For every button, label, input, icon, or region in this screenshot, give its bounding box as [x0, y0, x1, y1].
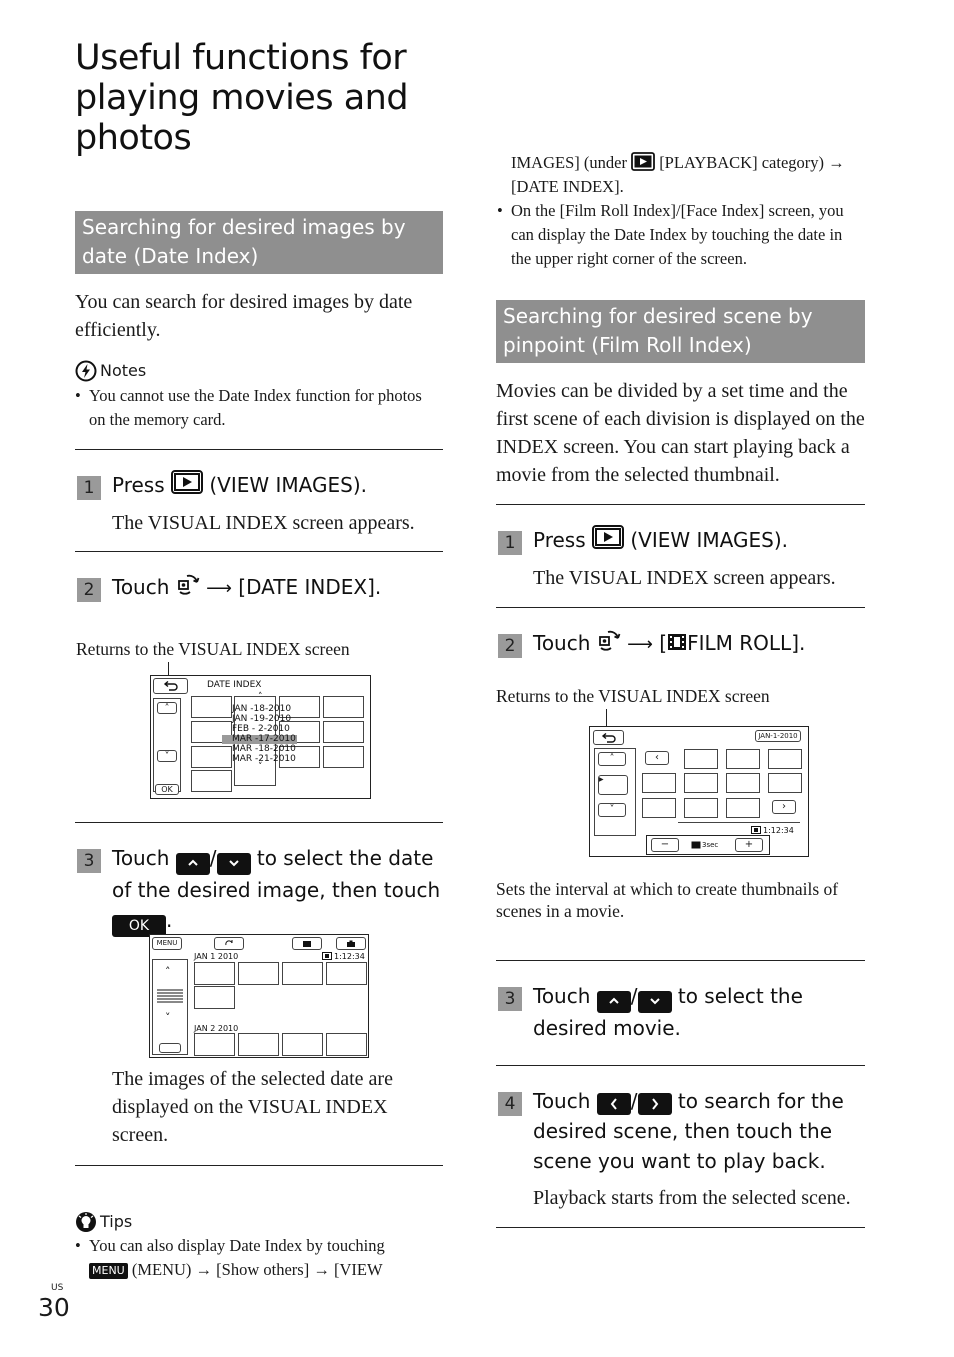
- thumbnail-cell[interactable]: [238, 962, 279, 985]
- return-button[interactable]: [153, 678, 188, 694]
- next-scene-button[interactable]: ›: [772, 800, 796, 814]
- date-index-title: DATE INDEX: [207, 680, 262, 690]
- thumbnail-cell[interactable]: [191, 770, 232, 792]
- step2-end: FILM ROLL].: [687, 631, 806, 655]
- interval-plus-button[interactable]: +: [735, 838, 763, 852]
- step-number: 2: [77, 578, 101, 602]
- scene-thumbnail[interactable]: [726, 773, 760, 793]
- arrow-icon: ⟶: [206, 578, 232, 599]
- scroll-down-icon[interactable]: ˅: [165, 1011, 171, 1024]
- view-images-icon[interactable]: [171, 470, 203, 494]
- tips-label: Tips: [100, 1212, 133, 1231]
- tip-cont-post: [PLAYBACK] category) → [DATE INDEX].: [511, 153, 845, 196]
- thumbnail-cell[interactable]: [326, 1033, 367, 1056]
- step-number: 1: [498, 531, 522, 555]
- up-button-icon[interactable]: [176, 853, 210, 875]
- film-icon: [302, 940, 312, 948]
- callout-leader: [168, 662, 169, 676]
- scene-thumbnail[interactable]: [726, 749, 760, 769]
- ok-button-icon[interactable]: OK: [112, 915, 166, 937]
- down-button-icon[interactable]: [217, 853, 251, 875]
- thumbnail-cell[interactable]: [282, 1033, 323, 1056]
- tip-bullet: •: [497, 201, 503, 220]
- tip-1-pre: You can also display Date Index by touching: [89, 1236, 385, 1255]
- scroll-up-icon[interactable]: ˄: [165, 965, 171, 978]
- step3-post: to select the date of the desired image, then touch: [112, 846, 441, 902]
- rule: [75, 822, 443, 823]
- thumbnail-cell[interactable]: [191, 746, 232, 768]
- camera-icon: [346, 940, 356, 948]
- return-icon: [601, 733, 617, 743]
- step2-instruction: [112, 572, 442, 604]
- return-icon: [163, 681, 179, 691]
- thumbnail-cell[interactable]: [323, 746, 364, 768]
- switch-icon-button[interactable]: [214, 937, 244, 950]
- tip-2: On the [Film Roll Index]/[Face Index] screen, you can display the Date Index by touching the date in the upper right corner of the screen.: [511, 201, 844, 268]
- step3-slash: /: [630, 984, 638, 1008]
- scene-thumbnail[interactable]: [768, 773, 802, 793]
- step2-instruction: [533, 628, 863, 660]
- down-button-icon[interactable]: [638, 991, 672, 1013]
- tips-lightbulb-icon: [75, 1211, 97, 1233]
- date-index-screen: [150, 675, 371, 799]
- movie-thumbnail-selected[interactable]: ▶: [598, 775, 628, 795]
- notes-header: [75, 359, 375, 383]
- film-icon: [691, 841, 701, 849]
- step-number: 3: [498, 987, 522, 1011]
- tip-1: [89, 1234, 434, 1282]
- playback-category-icon: [631, 152, 655, 171]
- tips-header: [75, 1210, 375, 1234]
- visual-index-screen: [149, 934, 369, 1058]
- step2-pre: Touch: [112, 575, 170, 599]
- return-button[interactable]: [593, 730, 624, 745]
- step1-post: (VIEW IMAGES).: [209, 473, 367, 497]
- rule: [75, 1165, 443, 1166]
- step-number: 3: [77, 849, 101, 873]
- group-date-1: JAN 1 2010: [194, 952, 239, 961]
- film-roll-icon[interactable]: [667, 632, 687, 652]
- scene-thumbnail[interactable]: [726, 798, 760, 818]
- callout-interval: Sets the interval at which to create thumbnails of scenes in a movie.: [496, 879, 839, 921]
- film-icon: [751, 826, 761, 834]
- film-roll-intro: Movies can be divided by a set time and the first scene of each division is displayed on the INDEX screen. You can start playing back a movie from the selected thumbnail.: [496, 380, 865, 486]
- scene-thumbnail[interactable]: [684, 773, 718, 793]
- scene-thumbnail[interactable]: [684, 798, 718, 818]
- section-heading-date-index: Searching for desired images by date (Date Index): [75, 211, 443, 274]
- page-number: 30: [38, 1293, 70, 1322]
- thumbnail-cell[interactable]: [326, 962, 367, 985]
- step1-post: (VIEW IMAGES).: [630, 528, 788, 552]
- arrow-icon: ⟶: [627, 634, 653, 655]
- callout-return: Returns to the VISUAL INDEX screen: [76, 639, 350, 659]
- date-index-intro: You can search for desired images by date efficiently.: [75, 291, 413, 341]
- step4-slash: /: [630, 1089, 638, 1113]
- thumbnail-cell[interactable]: [238, 1033, 279, 1056]
- rule: [75, 551, 443, 552]
- date-item-selected[interactable]: MAR -17-2010: [232, 734, 296, 744]
- scene-thumbnail[interactable]: [768, 749, 802, 769]
- step3-slash: /: [209, 846, 217, 870]
- step2-post: [DATE INDEX].: [238, 575, 382, 599]
- view-images-icon[interactable]: [592, 525, 624, 549]
- step-number: 4: [498, 1092, 522, 1116]
- date-item[interactable]: MAR -21-2010: [232, 754, 296, 764]
- movie-button[interactable]: [292, 937, 322, 950]
- step-number: 2: [498, 634, 522, 658]
- playback-button[interactable]: [159, 1043, 181, 1053]
- film-roll-screen: [589, 726, 809, 857]
- thumbnail-cell[interactable]: [194, 962, 235, 985]
- step3-result: The images of the selected date are displayed on the VISUAL INDEX screen.: [112, 1068, 393, 1146]
- divider: [678, 822, 800, 823]
- date-item[interactable]: JAN -18-2010: [232, 704, 292, 714]
- tip-1-post: (MENU) → [Show others] → [VIEW: [131, 1260, 383, 1279]
- rule: [496, 960, 865, 961]
- thumbnail-cell[interactable]: [191, 696, 232, 718]
- timecode: 1:12:34: [763, 826, 794, 835]
- thumbnail-cell[interactable]: [323, 696, 364, 718]
- previous-button-icon[interactable]: [597, 1093, 631, 1115]
- photo-button[interactable]: [336, 937, 366, 950]
- tip-cont-pre: IMAGES] (under: [511, 153, 627, 172]
- switch-image-type-icon[interactable]: [597, 628, 621, 652]
- scene-thumbnail[interactable]: [642, 773, 676, 793]
- step1-result: The VISUAL INDEX screen appears.: [533, 567, 836, 589]
- rule: [496, 504, 865, 505]
- region-label: US: [51, 1283, 64, 1293]
- thumbnail-cell[interactable]: [282, 962, 323, 985]
- ok-button[interactable]: OK: [155, 784, 179, 795]
- step3-pre: Touch: [112, 846, 170, 870]
- switch-image-type-icon[interactable]: [176, 572, 200, 596]
- rule: [75, 449, 443, 450]
- section-heading-film-roll: Searching for desired scene by pinpoint (Film Roll Index): [496, 300, 865, 363]
- step4-post: to search for the desired scene, then touch the scene you want to play back.: [533, 1089, 844, 1173]
- step4-instruction: [533, 1086, 853, 1176]
- scroll-up-button[interactable]: ˄: [598, 752, 626, 766]
- step4-pre: Touch: [533, 1089, 591, 1113]
- date-button[interactable]: JAN-1-2010: [755, 730, 801, 742]
- scroll-bar-icon[interactable]: [157, 989, 183, 1003]
- scene-thumbnail[interactable]: [684, 749, 718, 769]
- date-list-up-icon: ˄: [258, 692, 263, 702]
- step3-post: to select the desired movie.: [533, 984, 803, 1040]
- interval-minus-button[interactable]: −: [651, 838, 679, 852]
- scene-thumbnail[interactable]: [642, 798, 676, 818]
- step3-instruction: [533, 981, 843, 1043]
- rule: [496, 1227, 865, 1228]
- step3-instruction: [112, 843, 447, 937]
- thumbnail-cell[interactable]: [194, 1033, 235, 1056]
- menu-badge[interactable]: MENU: [89, 1263, 128, 1279]
- scroll-up-button[interactable]: ˄: [157, 702, 177, 714]
- date-item[interactable]: JAN -19-2010: [232, 714, 292, 724]
- step-number: 1: [77, 476, 101, 500]
- note-bullet: •: [75, 386, 81, 405]
- date-item[interactable]: FEB - 2-2010: [232, 724, 290, 734]
- rule: [496, 1065, 865, 1066]
- step3-end: .: [166, 908, 173, 932]
- notes-label: Notes: [100, 361, 147, 380]
- up-button-icon[interactable]: [597, 991, 631, 1013]
- date-item[interactable]: MAR -18-2010: [232, 744, 296, 754]
- tip-bullet: •: [75, 1236, 81, 1255]
- step1-pre: Press: [112, 473, 165, 497]
- thumbnail-cell[interactable]: [323, 721, 364, 743]
- step1-instruction: [533, 525, 863, 555]
- timecode: 1:12:34: [334, 952, 365, 961]
- note-1: You cannot use the Date Index function for photos on the memory card.: [89, 386, 422, 429]
- scroll-down-button[interactable]: ˅: [598, 803, 626, 817]
- step2-post: [: [659, 631, 668, 655]
- thumbnail-cell[interactable]: [194, 986, 235, 1009]
- tip-continued: [511, 151, 871, 199]
- rule: [496, 607, 865, 608]
- group-date-2: JAN 2 2010: [194, 1024, 239, 1033]
- menu-button[interactable]: MENU: [152, 937, 182, 950]
- next-button-icon[interactable]: [638, 1093, 672, 1115]
- previous-scene-button[interactable]: ‹: [645, 751, 669, 765]
- scroll-down-button[interactable]: ˅: [157, 750, 177, 762]
- switch-image-type-icon: [224, 939, 234, 949]
- step1-result: The VISUAL INDEX screen appears.: [112, 512, 415, 534]
- callout-return: Returns to the VISUAL INDEX screen: [496, 686, 770, 706]
- step2-pre: Touch: [533, 631, 591, 655]
- step3-pre: Touch: [533, 984, 591, 1008]
- notes-lightning-icon: [75, 360, 97, 382]
- step4-result: Playback starts from the selected scene.: [533, 1187, 851, 1209]
- interval-value: 3sec: [702, 841, 719, 849]
- step1-pre: Press: [533, 528, 586, 552]
- step1-instruction: [112, 470, 442, 500]
- film-icon: [322, 952, 332, 960]
- date-list-down-icon: ˅: [258, 762, 263, 772]
- page-title: Useful functions for playing movies and photos: [75, 38, 409, 158]
